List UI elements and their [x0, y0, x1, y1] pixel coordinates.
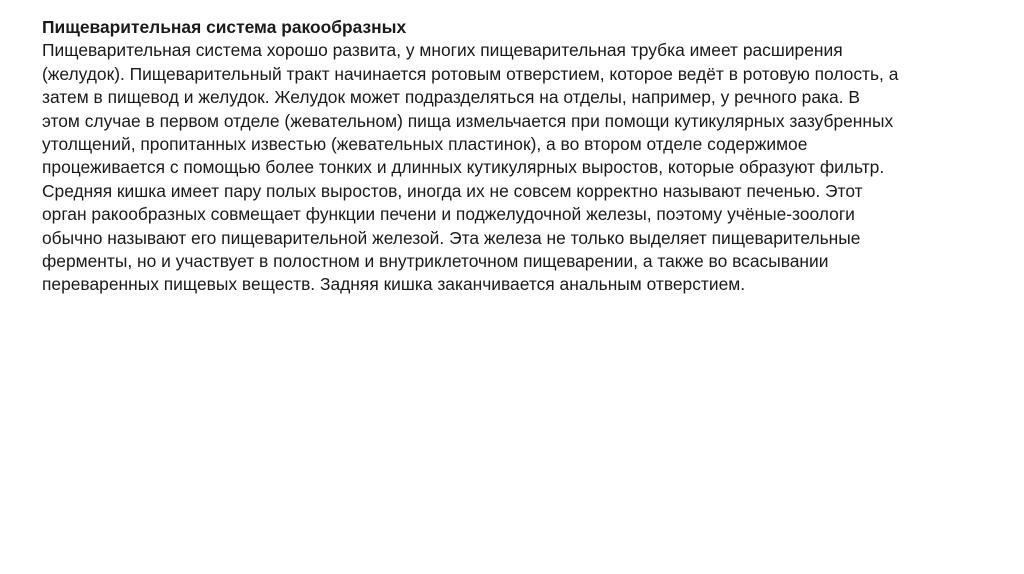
body-line: обычно называют его пищеварительной железой. Эта железа не только выделяет пищеварительные	[42, 227, 861, 248]
body-line: этом случае в первом отделе (жевательном) пища измельчается при помощи кутикулярных зазубренных	[42, 110, 894, 131]
body-line: Средняя кишка имеет пару полых выростов, иногда их не совсем корректно называют печенью. Этот	[42, 180, 863, 201]
body-line: (желудок). Пищеварительный тракт начинается ротовым отверстием, которое ведёт в ротовую полость, а	[42, 63, 899, 84]
body-line: процеживается с помощью более тонких и длинных кутикулярных выростов, которые образуют фильтр.	[42, 157, 885, 178]
body-line: ферменты, но и участвует в полостном и внутриклеточном пищеварении, а также во всасывании	[42, 251, 829, 272]
slide-heading: Пищеварительная система ракообразных	[42, 17, 407, 37]
body-line: утолщений, пропитанных известью (жевательных пластинок), а во втором отделе содержимое	[42, 134, 808, 155]
body-line: орган ракообразных совмещает функции печени и поджелудочной железы, поэтому учёные-зоологи	[42, 204, 855, 225]
text-block	[42, 16, 1002, 297]
body-line: затем в пищевод и желудок. Желудок может подразделяться на отделы, например, у речного рака. В	[42, 87, 860, 108]
body-line: Пищеварительная система хорошо развита, у многих пищеварительная трубка имеет расширения	[42, 40, 843, 61]
body-line: переваренных пищевых веществ. Задняя кишка заканчивается анальным отверстием.	[42, 274, 746, 295]
